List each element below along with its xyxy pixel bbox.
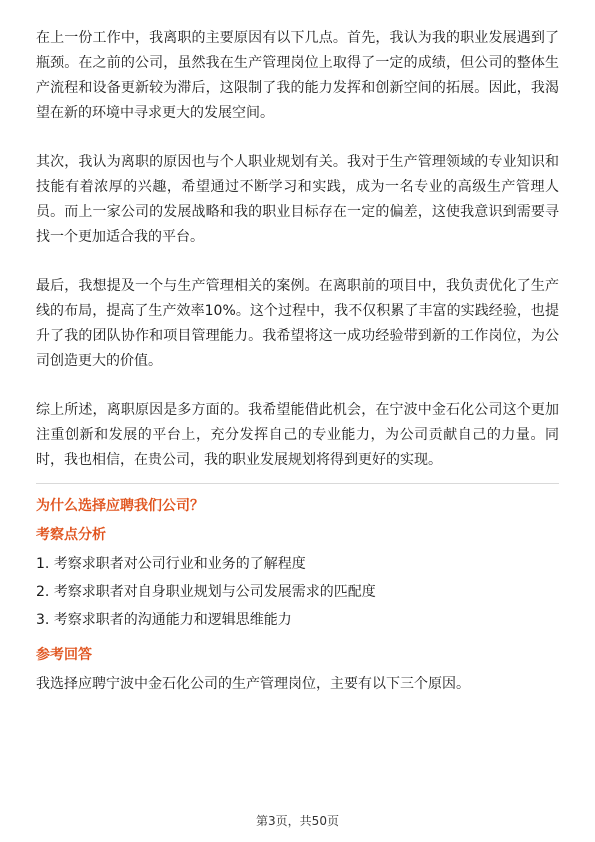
body-paragraph-3: 最后，我想提及一个与生产管理相关的案例。在离职前的项目中，我负责优化了生产线的布局，提高了生产效率10%。这个过程中，我不仅积累了丰富的实践经验，也提升了我的团队协作和项目管理能力。我希望将这一成功经验带到新的工作岗位，为公司创造更大的价值。 <box>36 278 559 369</box>
body-paragraph-4: 综上所述，离职原因是多方面的。我希望能借此机会，在宁波中金石化公司这个更加注重创新和发展的平台上，充分发挥自己的专业能力，为公司贡献自己的力量。同时，我也相信，在贵公司，我的职业发展规划将得到更好的实现。 <box>36 402 559 468</box>
answer-text: 我选择应聘宁波中金石化公司的生产管理岗位，主要有以下三个原因。 <box>36 676 470 692</box>
analysis-point-2: 2. 考察求职者对自身职业规划与公司发展需求的匹配度 <box>36 584 376 600</box>
page-content <box>36 26 559 700</box>
analysis-heading: 考察点分析 <box>36 527 106 543</box>
page-number: 第3页，共50页 <box>256 814 339 828</box>
section-divider <box>36 483 559 484</box>
answer-heading: 参考回答 <box>36 647 92 663</box>
body-paragraph-2: 其次，我认为离职的原因也与个人职业规划有关。我对于生产管理领域的专业知识和技能有着浓厚的兴趣，希望通过不断学习和实践，成为一名专业的高级生产管理人员。而上一家公司的发展战略和我的职业目标存在一定的偏差，这使我意识到需要寻找一个更加适合我的平台。 <box>36 154 559 245</box>
body-paragraph-1: 在上一份工作中，我离职的主要原因有以下几点。首先，我认为我的职业发展遇到了瓶颈。在之前的公司，虽然我在生产管理岗位上取得了一定的成绩，但公司的整体生产流程和设备更新较为滞后，这限制了我的能力发挥和创新空间的拓展。因此，我渴望在新的环境中寻求更大的发展空间。 <box>36 30 559 121</box>
analysis-point-1: 1. 考察求职者对公司行业和业务的了解程度 <box>36 556 306 572</box>
question-title: 为什么选择应聘我们公司？ <box>36 498 204 514</box>
analysis-point-3: 3. 考察求职者的沟通能力和逻辑思维能力 <box>36 612 292 628</box>
